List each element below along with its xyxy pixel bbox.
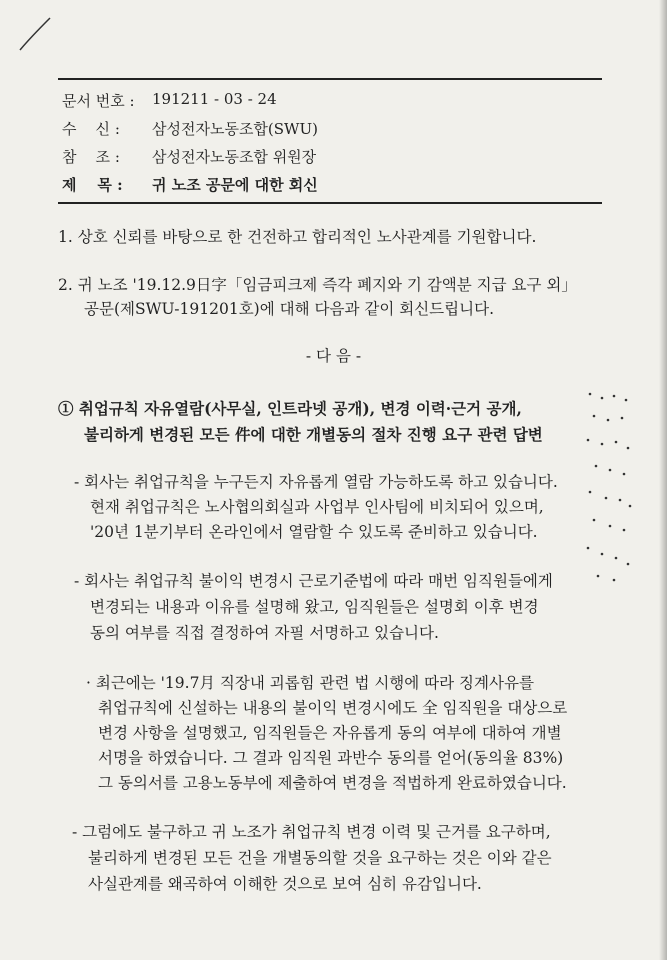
recipient-value: 삼성전자노동조합(SWU) [152,120,318,138]
sub-bullet-line-5: 그 동의서를 고용노동부에 제출하여 변경을 적법하게 완료하였습니다. [98,774,567,792]
bullet-1-line-3: '20년 1분기부터 온라인에서 열람할 수 있도록 준비하고 있습니다. [90,523,538,541]
reference-row [62,146,316,167]
section-divider: - 다 음 - [305,347,362,365]
subject-row [62,174,318,195]
bullet-2-line-3: 동의 여부를 직접 결정하여 자필 서명하고 있습니다. [90,624,439,642]
reference-label: 참 조 : [62,148,120,166]
punch-hole-dots-mark [580,388,636,588]
doc-number-value: 191211 - 03 - 24 [152,90,277,108]
item-1-heading-line-2: 불리하게 변경된 모든 件에 대한 개별동의 절차 진행 요구 관련 답변 [84,425,543,444]
sub-bullet-line-2: 취업규칙에 신설하는 내용의 불이익 변경시에도 全 임직원을 대상으로 [98,699,568,717]
sub-bullet-line-4: 서명을 하였습니다. 그 결과 임직원 과반수 동의를 얻어(동의율 83%) [98,749,564,767]
header-bottom-rule [58,202,602,204]
doc-number-label: 문서 번호 : [62,92,135,110]
recipient-row [62,118,318,139]
page-edge-shadow [659,0,667,960]
paragraph-2-line-1: 2. 귀 노조 '19.12.9日字「임금피크제 즉각 폐지와 기 감액분 지급 요구 외」 [58,276,577,294]
bullet-2-line-2: 변경되는 내용과 이유를 설명해 왔고, 임직원들은 설명회 이후 변경 [90,598,539,616]
bullet-3-line-3: 사실관계를 왜곡하여 이해한 것으로 보여 심히 유감입니다. [88,875,482,893]
sub-bullet-line-3: 변경 사항을 설명했고, 임직원들은 자유롭게 동의 여부에 대하여 개별 [98,724,562,742]
header-top-rule [58,78,602,80]
bullet-1-line-1: - 회사는 취업규칙을 누구든지 자유롭게 열람 가능하도록 하고 있습니다. [74,473,558,491]
bullet-3-line-2: 불리하게 변경된 모든 건을 개별동의할 것을 요구하는 것은 이와 같은 [88,849,552,867]
bullet-2-line-1: - 회사는 취업규칙 불이익 변경시 근로기준법에 따라 매번 임직원들에게 [74,572,553,590]
bullet-1-line-2: 현재 취업규칙은 노사협의회실과 사업부 인사팀에 비치되어 있으며, [90,498,544,516]
bullet-3-line-1: - 그럼에도 불구하고 귀 노조가 취업규칙 변경 이력 및 근거를 요구하며, [72,823,551,841]
reference-value: 삼성전자노동조합 위원장 [152,148,317,166]
subject-label: 제 목 : [62,176,123,194]
pen-stroke-mark [18,14,58,54]
item-1-heading-line-1: ① 취업규칙 자유열람(사무실, 인트라넷 공개), 변경 이력·근거 공개, [58,399,522,418]
doc-number-row [62,90,277,111]
recipient-label: 수 신 : [62,120,120,138]
sub-bullet-line-1: · 최근에는 '19.7月 직장내 괴롭힘 관련 법 시행에 따라 징계사유를 [86,674,534,692]
subject-value: 귀 노조 공문에 대한 회신 [152,176,318,194]
paragraph-2-line-2: 공문(제SWU-191201호)에 대해 다음과 같이 회신드립니다. [84,300,494,318]
paragraph-1: 1. 상호 신뢰를 바탕으로 한 건전하고 합리적인 노사관계를 기원합니다. [58,228,537,246]
